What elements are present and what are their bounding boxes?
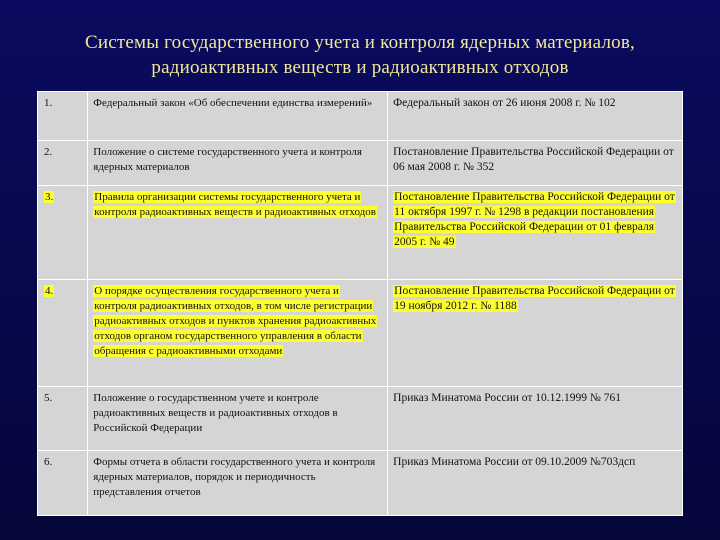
document-name-cell xyxy=(88,186,388,280)
legal-basis-cell xyxy=(388,451,683,516)
document-name: Положение о системе государственного учета и контроля ядерных материалов xyxy=(93,146,362,173)
row-number: 2. xyxy=(44,146,53,158)
legal-basis: Постановление Правительства Российской Федерации от 06 мая 2008 г. № 352 xyxy=(393,146,674,173)
document-name-cell xyxy=(88,141,388,186)
row-number-cell xyxy=(38,141,88,186)
slide-title-line-2: радиоактивных веществ и радиоактивных отходов xyxy=(151,57,569,78)
table-row xyxy=(38,141,683,186)
table-row xyxy=(38,451,683,516)
row-number: 1. xyxy=(44,97,53,109)
legal-basis: Постановление Правительства Российской Федерации от 19 ноября 2012 г. № 1188 xyxy=(394,285,675,312)
document-name: Формы отчета в области государственного учета и контроля ядерных материалов, порядок и периодичность представления отчетов xyxy=(93,456,376,498)
table-row xyxy=(38,387,683,451)
row-number-cell xyxy=(38,92,88,141)
legal-basis: Федеральный закон от 26 июня 2008 г. № 102 xyxy=(393,97,616,109)
legal-basis-cell xyxy=(388,387,683,451)
legal-basis-cell xyxy=(388,92,683,141)
row-number-cell xyxy=(38,451,88,516)
slide-title xyxy=(0,30,720,80)
table-row xyxy=(38,92,683,141)
document-name-cell xyxy=(88,92,388,141)
row-number-cell xyxy=(38,280,88,387)
row-number: 3. xyxy=(45,191,54,203)
documents-table xyxy=(37,91,683,516)
document-name-cell xyxy=(88,280,388,387)
legal-basis-cell xyxy=(388,141,683,186)
legal-basis: Приказ Минатома России от 09.10.2009 №703дсп xyxy=(393,456,636,468)
legal-basis-cell xyxy=(388,280,683,387)
legal-basis-cell xyxy=(388,186,683,280)
slide-title-line-1: Системы государственного учета и контроля ядерных материалов, xyxy=(85,32,635,53)
table-row xyxy=(38,186,683,280)
table-row xyxy=(38,280,683,387)
document-name: Федеральный закон «Об обеспечении единства измерений» xyxy=(93,97,373,109)
row-number-cell xyxy=(38,186,88,280)
legal-basis: Приказ Минатома России от 10.12.1999 № 761 xyxy=(393,392,621,404)
document-name-cell xyxy=(88,387,388,451)
document-name: Положение о государственном учете и контроле радиоактивных веществ и радиоактивных отходов в Российской Федерации xyxy=(93,392,338,434)
row-number-cell xyxy=(38,387,88,451)
document-name: Правила организации системы государственного учета и контроля радиоактивных веществ и радиоактивных отходов xyxy=(94,191,376,218)
row-number: 4. xyxy=(45,285,54,297)
row-number: 6. xyxy=(44,456,53,468)
document-name: О порядке осуществления государственного учета и контроля радиоактивных отходов, в том числе регистрации радиоактивных отходов и пунктов хранения радиоактивных отходов органом государственного управления в области обращения с радиоактивными отходами xyxy=(94,285,377,357)
legal-basis: Постановление Правительства Российской Федерации от 11 октября 1997 г. № 1298 в редакции постановления Правительства Российской Федерации от 01 февраля 2005 г. № 49 xyxy=(394,191,675,248)
document-name-cell xyxy=(88,451,388,516)
row-number: 5. xyxy=(44,392,53,404)
